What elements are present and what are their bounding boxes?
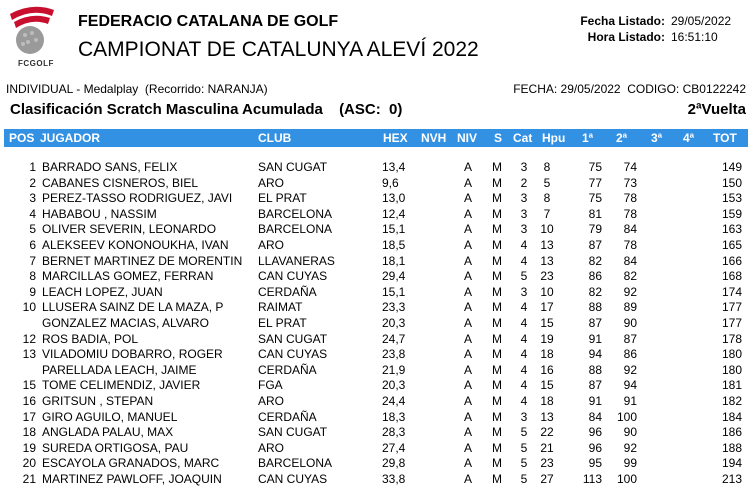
sex-cell: M bbox=[492, 471, 502, 486]
total-score-cell: 174 bbox=[721, 284, 742, 299]
round-2-score-cell: 86 bbox=[623, 347, 637, 362]
table-row bbox=[4, 176, 748, 192]
sex-cell: M bbox=[492, 331, 502, 346]
col-s: S bbox=[494, 131, 503, 145]
position-cell: 15 bbox=[22, 378, 36, 393]
total-score-cell: 181 bbox=[721, 378, 742, 393]
round-1-score-cell: 88 bbox=[588, 362, 602, 377]
sex-cell: M bbox=[492, 347, 502, 362]
position-cell: 9 bbox=[29, 284, 36, 299]
total-score-cell: 168 bbox=[721, 269, 742, 284]
sex-cell: M bbox=[492, 409, 502, 424]
results-table bbox=[4, 160, 748, 487]
round-2-score-cell: 89 bbox=[623, 300, 637, 315]
club-cell: RAIMAT bbox=[258, 300, 303, 315]
category-cell: 4 bbox=[520, 253, 528, 268]
sex-cell: M bbox=[492, 160, 502, 174]
round-2-score-cell: 74 bbox=[623, 160, 637, 174]
level-cell: A bbox=[464, 300, 473, 315]
sex-cell: M bbox=[492, 456, 502, 471]
player-name-cell: PEREZ-TASSO RODRIGUEZ, JAVI bbox=[42, 191, 233, 206]
col-niv: NIV bbox=[457, 131, 478, 145]
round-1-score-cell: 96 bbox=[588, 425, 602, 440]
level-cell: A bbox=[464, 347, 473, 362]
total-score-cell: 177 bbox=[721, 315, 742, 330]
total-score-cell: 166 bbox=[721, 253, 742, 268]
player-name-cell: ALEKSEEV KONONOUKHA, IVAN bbox=[42, 237, 229, 252]
round-1-score-cell: 91 bbox=[588, 393, 602, 408]
round-2-score-cell: 90 bbox=[623, 425, 637, 440]
handicap-cell: 29,8 bbox=[382, 456, 406, 471]
round-1-score-cell: 88 bbox=[588, 300, 602, 315]
position-cell: 10 bbox=[22, 300, 36, 315]
position-cell: 13 bbox=[22, 347, 36, 362]
playing-handicap-cell: 19 bbox=[540, 331, 554, 346]
handicap-cell: 24,7 bbox=[382, 331, 406, 346]
club-cell: SAN CUGAT bbox=[258, 160, 328, 174]
sex-cell: M bbox=[492, 315, 502, 330]
club-cell: CERDAÑA bbox=[258, 284, 317, 299]
category-cell: 5 bbox=[520, 440, 528, 455]
round-2-score-cell: 91 bbox=[623, 393, 637, 408]
table-row bbox=[4, 160, 748, 176]
hora-listado-value: 16:51:10 bbox=[671, 30, 718, 44]
round-1-score-cell: 75 bbox=[588, 191, 602, 206]
playing-handicap-cell: 8 bbox=[543, 191, 551, 206]
category-cell: 3 bbox=[520, 409, 528, 424]
club-cell: EL PRAT bbox=[258, 315, 307, 330]
level-cell: A bbox=[464, 191, 473, 206]
total-score-cell: 180 bbox=[721, 347, 742, 362]
handicap-cell: 20,3 bbox=[382, 378, 406, 393]
player-name-cell: MARCILLAS GOMEZ, FERRAN bbox=[42, 269, 214, 284]
total-score-cell: 163 bbox=[721, 222, 742, 237]
category-cell: 4 bbox=[520, 362, 528, 377]
playing-handicap-cell: 13 bbox=[540, 409, 554, 424]
round-1-score-cell: 87 bbox=[588, 315, 602, 330]
position-cell: 5 bbox=[29, 222, 36, 237]
position-cell: 1 bbox=[29, 160, 36, 174]
total-score-cell: 150 bbox=[721, 175, 742, 190]
total-score-cell: 188 bbox=[721, 440, 742, 455]
playing-handicap-cell: 23 bbox=[540, 269, 554, 284]
table-row bbox=[4, 285, 748, 301]
competition-date-code: FECHA: 29/05/2022 CODIGO: CB0122242 bbox=[513, 82, 746, 96]
table-row bbox=[4, 456, 748, 472]
player-name-cell: ROS BADIA, POL bbox=[42, 331, 139, 346]
sex-cell: M bbox=[492, 175, 502, 190]
round-2-score-cell: 82 bbox=[623, 269, 637, 284]
sex-cell: M bbox=[492, 393, 502, 408]
table-header bbox=[4, 129, 748, 147]
category-cell: 4 bbox=[520, 393, 528, 408]
playing-handicap-cell: 8 bbox=[543, 160, 551, 174]
club-cell: BARCELONA bbox=[258, 206, 333, 221]
level-cell: A bbox=[464, 237, 473, 252]
fecha-listado-value: 29/05/2022 bbox=[671, 14, 732, 28]
player-name-cell: OLIVER SEVERIN, LEONARDO bbox=[42, 222, 217, 237]
player-name-cell: GRITSUN , STEPAN bbox=[42, 393, 154, 408]
club-cell: CERDAÑA bbox=[258, 362, 317, 377]
round-1-score-cell: 82 bbox=[588, 253, 602, 268]
handicap-cell: 18,3 bbox=[382, 409, 406, 424]
sex-cell: M bbox=[492, 300, 502, 315]
table-row bbox=[4, 238, 748, 254]
col-round-3: 3ª bbox=[651, 131, 663, 145]
fcgolf-logo bbox=[6, 4, 58, 66]
col-pos: POS bbox=[9, 131, 35, 145]
playing-handicap-cell: 16 bbox=[540, 362, 554, 377]
position-cell: 20 bbox=[22, 456, 36, 471]
col-cat: Cat bbox=[513, 131, 533, 145]
player-name-cell: VILADOMIU DOBARRO, ROGER bbox=[42, 347, 223, 362]
handicap-cell: 18,1 bbox=[382, 253, 406, 268]
table-row bbox=[4, 222, 748, 238]
club-cell: SAN CUGAT bbox=[258, 425, 328, 440]
category-cell: 4 bbox=[520, 331, 528, 346]
golf-ball-logo-icon bbox=[6, 4, 58, 60]
playing-handicap-cell: 17 bbox=[540, 300, 554, 315]
handicap-cell: 28,3 bbox=[382, 425, 406, 440]
classification-title: Clasificación Scratch Masculina Acumulada bbox=[10, 101, 323, 118]
level-cell: A bbox=[464, 378, 473, 393]
total-score-cell: 213 bbox=[721, 471, 742, 486]
handicap-cell: 24,4 bbox=[382, 393, 406, 408]
club-cell: EL PRAT bbox=[258, 191, 307, 206]
col-nvh: NVH bbox=[421, 131, 447, 145]
club-cell: BARCELONA bbox=[258, 456, 333, 471]
level-cell: A bbox=[464, 409, 473, 424]
round-2-score-cell: 92 bbox=[623, 440, 637, 455]
club-cell: SAN CUGAT bbox=[258, 331, 328, 346]
playing-handicap-cell: 27 bbox=[540, 471, 554, 486]
table-row bbox=[4, 269, 748, 285]
category-cell: 5 bbox=[520, 456, 528, 471]
round-2-score-cell: 78 bbox=[623, 237, 637, 252]
total-score-cell: 177 bbox=[721, 300, 742, 315]
total-score-cell: 178 bbox=[721, 331, 742, 346]
sex-cell: M bbox=[492, 253, 502, 268]
table-row bbox=[4, 363, 748, 379]
sex-cell: M bbox=[492, 284, 502, 299]
club-cell: CAN CUYAS bbox=[258, 269, 328, 284]
total-score-cell: 153 bbox=[721, 191, 742, 206]
round-2-score-cell: 92 bbox=[623, 362, 637, 377]
position-cell: 2 bbox=[29, 175, 36, 190]
player-name-cell: PARELLADA LEACH, JAIME bbox=[42, 362, 197, 377]
level-cell: A bbox=[464, 362, 473, 377]
handicap-cell: 21,9 bbox=[382, 362, 406, 377]
round-2-score-cell: 90 bbox=[623, 315, 637, 330]
level-cell: A bbox=[464, 471, 473, 486]
playing-handicap-cell: 18 bbox=[540, 393, 554, 408]
round-1-score-cell: 86 bbox=[588, 269, 602, 284]
handicap-cell: 13,0 bbox=[382, 191, 406, 206]
total-score-cell: 165 bbox=[721, 237, 742, 252]
club-cell: BARCELONA bbox=[258, 222, 333, 237]
category-cell: 3 bbox=[520, 284, 528, 299]
table-row bbox=[4, 191, 748, 207]
sex-cell: M bbox=[492, 425, 502, 440]
player-name-cell: MARTINEZ PAWLOFF, JOAQUIN bbox=[42, 471, 222, 486]
player-name-cell: GIRO AGUILO, MANUEL bbox=[42, 409, 178, 424]
category-cell: 5 bbox=[520, 269, 528, 284]
level-cell: A bbox=[464, 315, 473, 330]
table-row bbox=[4, 394, 748, 410]
round-2-score-cell: 99 bbox=[623, 456, 637, 471]
level-cell: A bbox=[464, 269, 473, 284]
player-name-cell: ESCAYOLA GRANADOS, MARC bbox=[42, 456, 220, 471]
table-row bbox=[4, 332, 748, 348]
position-cell: 19 bbox=[22, 440, 36, 455]
category-cell: 5 bbox=[520, 471, 528, 486]
player-name-cell: CABANES CISNEROS, BIEL bbox=[42, 175, 199, 190]
organization-name: FEDERACIO CATALANA DE GOLF bbox=[78, 13, 339, 30]
playing-handicap-cell: 23 bbox=[540, 456, 554, 471]
player-name-cell: LLUSERA SAINZ DE LA MAZA, P bbox=[42, 300, 224, 315]
playing-handicap-cell: 18 bbox=[540, 347, 554, 362]
player-name-cell: TOME CELIMENDIZ, JAVIER bbox=[42, 378, 201, 393]
playing-handicap-cell: 15 bbox=[540, 315, 554, 330]
player-name-cell: ANGLADA PALAU, MAX bbox=[42, 425, 174, 440]
position-cell: 16 bbox=[22, 393, 36, 408]
round-1-score-cell: 96 bbox=[588, 440, 602, 455]
playing-handicap-cell: 13 bbox=[540, 253, 554, 268]
club-cell: ARO bbox=[258, 175, 285, 190]
total-score-cell: 184 bbox=[721, 409, 742, 424]
round-label: 2ªVuelta bbox=[687, 101, 746, 118]
total-score-cell: 149 bbox=[721, 160, 742, 174]
sex-cell: M bbox=[492, 362, 502, 377]
player-name-cell: GONZALEZ MACIAS, ALVARO bbox=[42, 315, 209, 330]
round-2-score-cell: 94 bbox=[623, 378, 637, 393]
level-cell: A bbox=[464, 253, 473, 268]
playing-handicap-cell: 10 bbox=[540, 284, 554, 299]
round-2-score-cell: 87 bbox=[623, 331, 637, 346]
category-cell: 3 bbox=[520, 222, 528, 237]
table-row bbox=[4, 472, 748, 488]
round-2-score-cell: 78 bbox=[623, 206, 637, 221]
handicap-cell: 15,1 bbox=[382, 222, 406, 237]
round-2-score-cell: 78 bbox=[623, 191, 637, 206]
playing-handicap-cell: 7 bbox=[543, 206, 551, 221]
club-cell: CAN CUYAS bbox=[258, 347, 328, 362]
listing-meta bbox=[579, 13, 731, 45]
col-round-4: 4ª bbox=[683, 131, 695, 145]
handicap-cell: 20,3 bbox=[382, 315, 406, 330]
category-cell: 2 bbox=[520, 175, 528, 190]
sex-cell: M bbox=[492, 222, 502, 237]
sex-cell: M bbox=[492, 440, 502, 455]
round-2-score-cell: 84 bbox=[623, 253, 637, 268]
hora-listado-label: Hora Listado: bbox=[587, 30, 665, 44]
sex-cell: M bbox=[492, 269, 502, 284]
col-total: TOT bbox=[713, 131, 737, 145]
round-1-score-cell: 81 bbox=[588, 206, 602, 221]
playing-handicap-cell: 5 bbox=[543, 175, 551, 190]
round-1-score-cell: 82 bbox=[588, 284, 602, 299]
handicap-cell: 29,4 bbox=[382, 269, 406, 284]
round-1-score-cell: 94 bbox=[588, 347, 602, 362]
category-cell: 4 bbox=[520, 237, 528, 252]
table-row bbox=[4, 425, 748, 441]
total-score-cell: 159 bbox=[721, 206, 742, 221]
player-name-cell: LEACH LOPEZ, JUAN bbox=[42, 284, 163, 299]
position-cell: 4 bbox=[29, 206, 36, 221]
level-cell: A bbox=[464, 425, 473, 440]
category-cell: 5 bbox=[520, 425, 528, 440]
position-cell: 17 bbox=[22, 409, 36, 424]
handicap-cell: 33,8 bbox=[382, 471, 406, 486]
level-cell: A bbox=[464, 331, 473, 346]
table-row bbox=[4, 207, 748, 223]
level-cell: A bbox=[464, 440, 473, 455]
sex-cell: M bbox=[492, 206, 502, 221]
position-cell: 18 bbox=[22, 425, 36, 440]
position-cell: 6 bbox=[29, 237, 36, 252]
player-name-cell: BERNET MARTINEZ DE MORENTIN bbox=[42, 253, 243, 268]
player-name-cell: BARRADO SANS, FELIX bbox=[42, 160, 178, 174]
round-2-score-cell: 100 bbox=[616, 409, 637, 424]
handicap-cell: 27,4 bbox=[382, 440, 406, 455]
level-cell: A bbox=[464, 160, 473, 174]
round-2-score-cell: 92 bbox=[623, 284, 637, 299]
round-1-score-cell: 87 bbox=[588, 378, 602, 393]
handicap-cell: 15,1 bbox=[382, 284, 406, 299]
round-2-score-cell: 100 bbox=[616, 471, 637, 486]
col-hex: HEX bbox=[383, 131, 408, 145]
position-cell: 7 bbox=[29, 253, 36, 268]
club-cell: FGA bbox=[258, 378, 283, 393]
category-cell: 4 bbox=[520, 300, 528, 315]
playing-handicap-cell: 10 bbox=[540, 222, 554, 237]
handicap-cell: 13,4 bbox=[382, 160, 406, 174]
position-cell: 21 bbox=[22, 471, 36, 486]
handicap-cell: 9,6 bbox=[382, 175, 399, 190]
club-cell: LLAVANERAS bbox=[258, 253, 335, 268]
handicap-cell: 23,3 bbox=[382, 300, 406, 315]
table-row bbox=[4, 441, 748, 457]
table-row bbox=[4, 300, 748, 316]
level-cell: A bbox=[464, 206, 473, 221]
total-score-cell: 180 bbox=[721, 362, 742, 377]
handicap-cell: 18,5 bbox=[382, 237, 406, 252]
handicap-cell: 23,8 bbox=[382, 347, 406, 362]
category-cell: 4 bbox=[520, 378, 528, 393]
level-cell: A bbox=[464, 284, 473, 299]
player-name-cell: HABABOU , NASSIM bbox=[42, 206, 157, 221]
competition-info bbox=[6, 82, 746, 96]
page-title: CAMPIONAT DE CATALUNYA ALEVÍ 2022 bbox=[78, 38, 479, 61]
col-jugador: JUGADOR bbox=[40, 131, 101, 145]
round-1-score-cell: 79 bbox=[588, 222, 602, 237]
player-name-cell: SUREDA ORTIGOSA, PAU bbox=[42, 440, 189, 455]
table-row bbox=[4, 410, 748, 426]
level-cell: A bbox=[464, 175, 473, 190]
col-round-1: 1ª bbox=[582, 131, 594, 145]
round-1-score-cell: 77 bbox=[588, 175, 602, 190]
total-score-cell: 194 bbox=[721, 456, 742, 471]
col-club: CLUB bbox=[258, 131, 292, 145]
round-1-score-cell: 91 bbox=[588, 331, 602, 346]
sex-cell: M bbox=[492, 378, 502, 393]
handicap-cell: 12,4 bbox=[382, 206, 406, 221]
club-cell: CAN CUYAS bbox=[258, 471, 328, 486]
playing-handicap-cell: 21 bbox=[540, 440, 554, 455]
fecha-listado-label: Fecha Listado: bbox=[580, 14, 665, 28]
club-cell: CERDAÑA bbox=[258, 409, 317, 424]
category-cell: 3 bbox=[520, 160, 528, 174]
total-score-cell: 186 bbox=[721, 425, 742, 440]
club-cell: ARO bbox=[258, 393, 285, 408]
club-cell: ARO bbox=[258, 237, 285, 252]
club-cell: ARO bbox=[258, 440, 285, 455]
col-hpu: Hpu bbox=[542, 131, 566, 145]
total-score-cell: 182 bbox=[721, 393, 742, 408]
category-cell: 3 bbox=[520, 191, 528, 206]
competition-format: INDIVIDUAL - Medalplay (Recorrido: NARANJA) bbox=[6, 82, 268, 96]
round-2-score-cell: 84 bbox=[623, 222, 637, 237]
playing-handicap-cell: 22 bbox=[540, 425, 554, 440]
category-cell: 3 bbox=[520, 206, 528, 221]
table-row bbox=[4, 316, 748, 332]
round-1-score-cell: 84 bbox=[588, 409, 602, 424]
round-1-score-cell: 75 bbox=[588, 160, 602, 174]
level-cell: A bbox=[464, 456, 473, 471]
table-row bbox=[4, 254, 748, 270]
table-row bbox=[4, 347, 748, 363]
position-cell: 8 bbox=[29, 269, 36, 284]
logo-text: FCGOLF bbox=[18, 59, 54, 68]
table-row bbox=[4, 378, 748, 394]
round-1-score-cell: 113 bbox=[582, 471, 602, 486]
asc-value: (ASC: 0) bbox=[339, 101, 403, 118]
classification-line bbox=[10, 101, 746, 118]
position-cell: 12 bbox=[22, 331, 36, 346]
round-1-score-cell: 87 bbox=[588, 237, 602, 252]
category-cell: 4 bbox=[520, 347, 528, 362]
round-1-score-cell: 95 bbox=[588, 456, 602, 471]
category-cell: 4 bbox=[520, 315, 528, 330]
round-2-score-cell: 73 bbox=[623, 175, 637, 190]
col-round-2: 2ª bbox=[616, 131, 628, 145]
position-cell: 3 bbox=[29, 191, 36, 206]
playing-handicap-cell: 13 bbox=[540, 237, 554, 252]
level-cell: A bbox=[464, 222, 473, 237]
level-cell: A bbox=[464, 393, 473, 408]
sex-cell: M bbox=[492, 237, 502, 252]
playing-handicap-cell: 15 bbox=[540, 378, 554, 393]
sex-cell: M bbox=[492, 191, 502, 206]
